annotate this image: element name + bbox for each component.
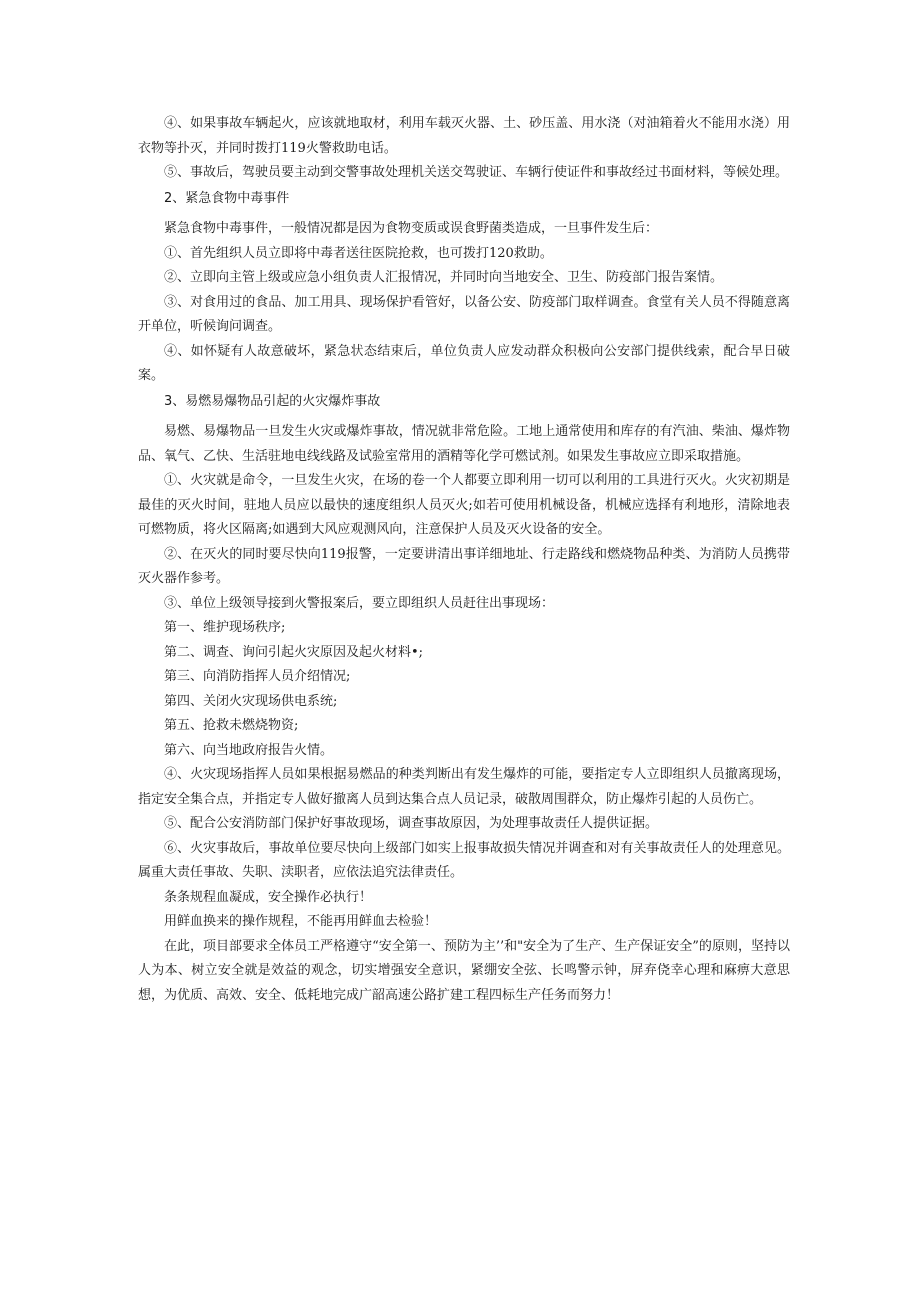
list-item: 第四、关闭火灾现场供电系统;: [164, 693, 338, 709]
paragraph: ⑤、事故后，驾驶员要主动到交警事故处理机关送交驾驶证、车辆行使证件和事故经过书面材料，等候处理。: [164, 165, 789, 180]
list-item: 第二、调查、询问引起火灾原因及起火材料•;: [164, 644, 424, 660]
paragraph: ①、首先组织人员立即将中毒者送往医院抢救，也可拨打120救助。: [164, 245, 553, 261]
paragraph: ②、在灭火的同时要尽快向119报警，一定要讲清出事详细地址、行走路线和燃烧物品种类、为消防人员携带灭火器作参考。: [138, 546, 790, 586]
paragraph: 易燃、易爆物品一旦发生火灾或爆炸事故，情况就非常危险。工地上通常使用和库存的有汽油、柴油、爆炸物品、氧气、乙快、生活驻地电线线路及试验室常用的酒精等化学可燃试剂。如果发生事故应立即采取措施。: [138, 424, 790, 464]
paragraph: ④、火灾现场指挥人员如果根据易燃品的种类判断出有发生爆炸的可能，要指定专人立即组织人员撤离现场，指定安全集合点，并指定专人做好撤离人员到达集合点人员记录，破散周围群众，防止爆炸引起的人员伤亡。: [138, 767, 790, 807]
paragraph: ①、火灾就是命令，一旦发生火灾，在场的卷一个人都要立即利用一切可以利用的工具进行灭火。火灾初期是最佳的灭火时间，驻地人员应以最快的速度组织人员灭火;如若可使用机械设备，机械应选择有利地形，清除地表可燃物质，将火区隔离;如遇到大风应观测风向，注意保护人员及灭火设备的安全。: [138, 473, 790, 537]
paragraph: 紧急食物中毒事件，一般情况都是因为食物变质或误食野菌类造成，一旦事件发生后：: [164, 221, 659, 236]
list-item: 第五、抢救未燃烧物资;: [164, 718, 299, 733]
document-body: [138, 112, 790, 1008]
paragraph: ②、立即向主管上级或应急小组负责人汇报情况，并同时向当地安全、卫生、防疫部门报告案情。: [164, 270, 724, 285]
slogan: 条条规程血凝成，安全操作必执行！: [164, 889, 373, 905]
paragraph: ⑥、火灾事故后，事故单位要尽快向上级部门如实上报事故损失情况并调查和对有关事故责任人的处理意见。属重大责任事故、失职、渎职者，应依法追究法律责任。: [138, 840, 790, 880]
list-item: 第三、向消防指挥人员介绍情况;: [164, 669, 351, 684]
paragraph: ④、如怀疑有人故意破坏，紧急状态结束后，单位负责人应发动群众积极向公安部门提供线索，配合早日破案。: [138, 343, 790, 383]
list-item: 第六、向当地政府报告火情。: [164, 742, 334, 758]
section-heading: 2、紧急食物中毒事件: [164, 190, 290, 206]
list-item: 第一、维护现场秩序;: [164, 620, 286, 635]
paragraph: ③、对食用过的食品、加工用具、现场保护看管好，以备公安、防疫部门取样调查。食堂有关人员不得随意离开单位，听候询问调查。: [138, 294, 790, 334]
paragraph: ③、单位上级领导接到火警报案后，要立即组织人员赶往出事现场：: [164, 595, 555, 611]
closing-paragraph: 在此，项目部要求全体员工严格遵守“安全第一、预防为主’’和"安全为了生产、生产保证安全”的原则，坚持以人为本、树立安全就是效益的观念，切实增强安全意识，紧绷安全弦、长鸣警示钟，屏弃侥幸心理和麻痹大意思想，为优质、高效、安全、低耗地完成广韶高速公路扩建工程四标生产任务而努力！: [138, 938, 790, 1003]
paragraph: ④、如果事故车辆起火，应该就地取材，利用车载灭火器、土、砂压盖、用水浇（对油箱着火不能用水浇）用衣物等扑灭，并同时拨打119火警救助电话。: [138, 116, 790, 156]
section-heading: 3、易燃易爆物品引起的火灾爆炸事故: [164, 393, 381, 409]
slogan: 用鲜血换来的操作规程，不能再用鲜血去检验！: [164, 914, 438, 929]
paragraph: ⑤、配合公安消防部门保护好事故现场，调查事故原因，为处理事故责任人提供证据。: [164, 816, 659, 831]
